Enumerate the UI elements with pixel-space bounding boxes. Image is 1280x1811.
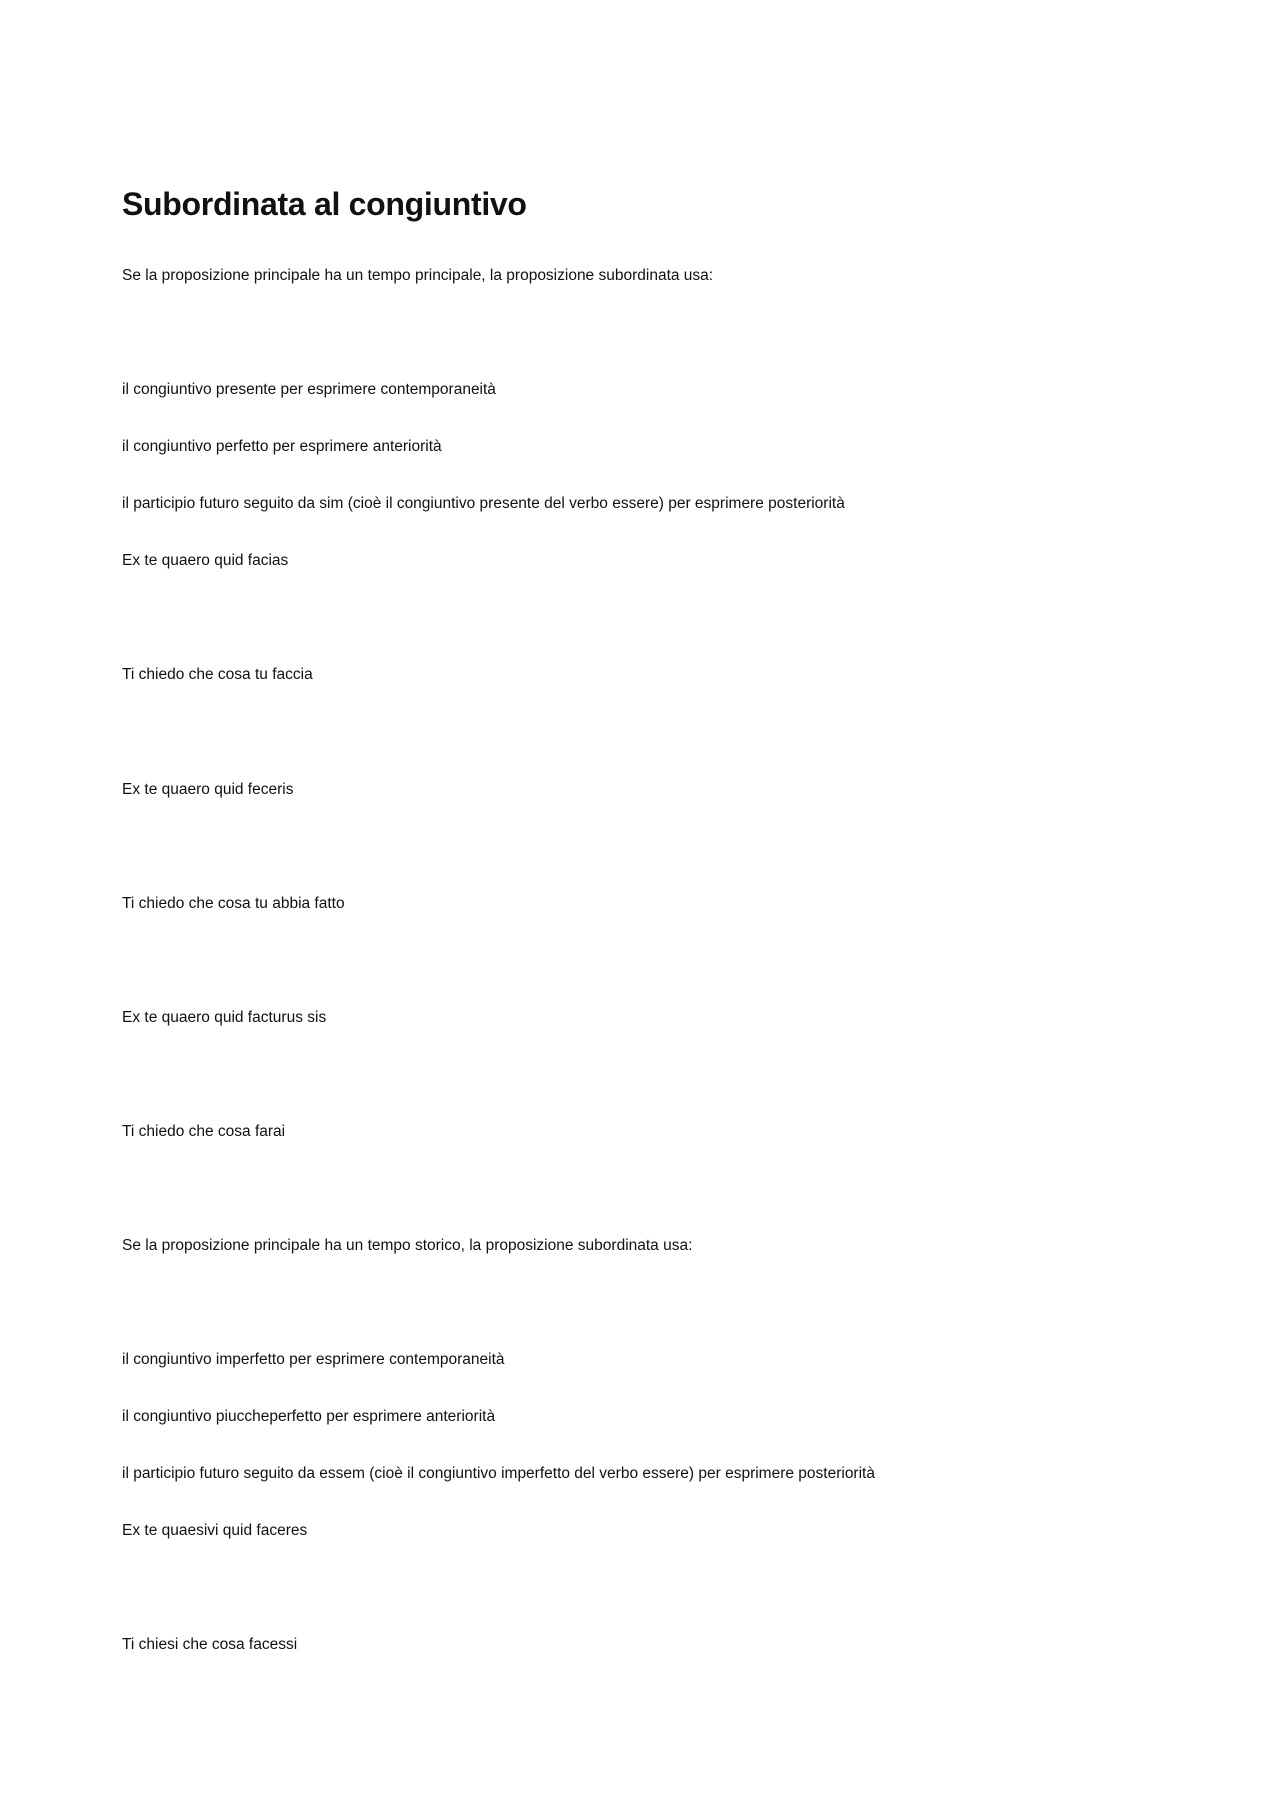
paragraph-perfect-subjunctive: il congiuntivo perfetto per esprimere anteriorità — [122, 438, 442, 455]
paragraph-present-subjunctive: il congiuntivo presente per esprimere contemporaneità — [122, 381, 496, 398]
paragraph-imperfect-subjunctive: il congiuntivo imperfetto per esprimere contemporaneità — [122, 1351, 505, 1368]
paragraph-example-italian: Ti chiesi che cosa facessi — [122, 1636, 298, 1653]
paragraph-rule-principal-tense: Se la proposizione principale ha un tempo principale, la proposizione subordinata usa: — [122, 267, 714, 284]
paragraph-example-latin: Ex te quaesivi quid faceres — [122, 1522, 308, 1539]
paragraph-future-participle-sim: il participio futuro seguito da sim (cioè il congiuntivo presente del verbo essere) per esprimere posteriorità — [122, 495, 845, 512]
paragraph-example-latin: Ex te quaero quid facturus sis — [122, 1009, 327, 1026]
paragraph-example-latin: Ex te quaero quid facias — [122, 552, 289, 569]
page-title: Subordinata al congiuntivo — [122, 186, 527, 222]
paragraph-example-italian: Ti chiedo che cosa tu faccia — [122, 666, 313, 683]
paragraph-pluperfect-subjunctive: il congiuntivo piuccheperfetto per esprimere anteriorità — [122, 1408, 496, 1425]
paragraph-future-participle-essem: il participio futuro seguito da essem (cioè il congiuntivo imperfetto del verbo essere) per esprimere posteriorità — [122, 1465, 875, 1482]
paragraph-example-italian: Ti chiedo che cosa farai — [122, 1123, 286, 1140]
paragraph-example-italian: Ti chiedo che cosa tu abbia fatto — [122, 895, 345, 912]
paragraph-example-latin: Ex te quaero quid feceris — [122, 781, 294, 798]
paragraph-rule-historic-tense: Se la proposizione principale ha un tempo storico, la proposizione subordinata usa: — [122, 1237, 693, 1254]
